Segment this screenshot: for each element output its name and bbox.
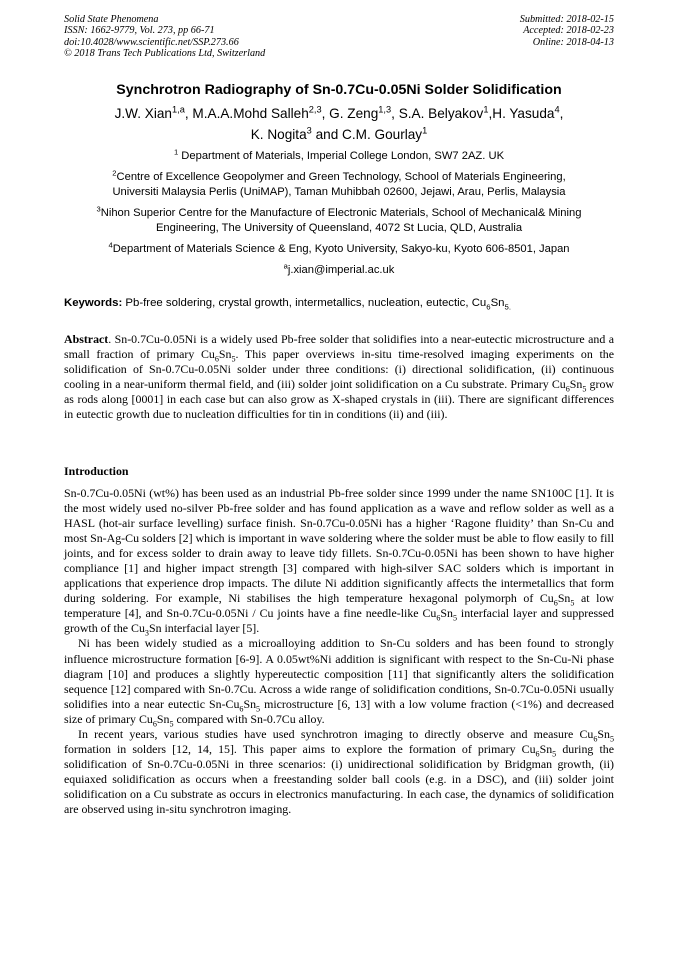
keywords: Keywords: Pb-free soldering, crystal growth, intermetallics, nucleation, eutectic, $Cu_6Sn_{5.}$: [64, 297, 511, 312]
abstract: Abstract. Sn-0.7Cu-0.05Ni is a widely used Pb-free solder that solidifies into a near-eutectic microstructure and a small fraction of primary $Cu_6Sn_5$. This paper overviews in-situ time-resolved imaging experiments on the solidification of Sn-0.7Cu-0.05Ni solder under three conditions: (i) directional solidification, (ii) continuous cooling in a near-uniform thermal field, and (iii) solder joint solidification on a Cu substrate. Primary $Cu_6Sn_5$ grow as rods along [0001] in each case but can also grow as X-shaped crystals in (iii). There are significant differences in eutectic growth due to nucleation difficulties for tin in conditions (ii) and (iii).: [64, 332, 614, 422]
publication-dates: [520, 14, 614, 48]
section-heading-introduction: Introduction: [64, 464, 129, 478]
author: K. Nogita$^3$ and: [250, 125, 343, 142]
paragraph: In recent years, various studies have used synchrotron imaging to directly observe and measure $Cu_6Sn_5$ formation in solders [12, 14, 15]. This paper aims to explore the formation of primary $Cu_6Sn_5$ during the solidification of Sn-0.7Cu-0.05Ni in three scenarios: (i) unidirectional solidification by Bridgman growth, (ii) equiaxed solidification as occurs when a freestanding solder ball cools (e.g. in a DSC), and (iii) solder joint solidification on a Cu substrate as occurs in electronics manufacturing. In each case, the dynamics of solidification are observed using in-situ synchrotron imaging.: [64, 726, 614, 816]
author: G. Zeng$^{1,3}$,: [329, 104, 399, 121]
journal-info: [64, 14, 265, 60]
author-list: [40, 103, 638, 145]
paper-title: Synchrotron Radiography of Sn-0.7Cu-0.05Ni Solder Solidification: [116, 82, 562, 98]
affiliation-1: $^1$ Department of Materials, Imperial College London, SW7 2AZ. UK: [173, 147, 505, 162]
paragraph: Ni has been widely studied as a microalloying addition to Sn-Cu solders and has been found to strongly influence microstructure formation [6-9]. A 0.05wt%Ni addition is significant with respect to the Sn-Cu-Ni phase diagram [10] and produces a slightly hypereutectic composition [11] that significantly alters the solidification sequence [12] compared with Sn-0.7Cu. Across a wide range of solidification conditions, Sn-0.7Cu-0.05Ni usually solidifies into a near eutectic $Sn-Cu_6Sn_5$ microstructure [6, 13] with a low volume fraction (<1%) and decreased size of primary $Cu_6Sn_5$ compared with Sn-0.7Cu alloy.: [64, 636, 614, 729]
doi-link[interactable]: doi:10.4028/www.scientific.net/SSP.273.66: [64, 36, 239, 48]
issn-volume: ISSN: 1662-9779, Vol. 273, pp 66-71: [64, 25, 215, 37]
accepted-date: Accepted: 2018-02-23: [523, 25, 614, 37]
author: C.M. Gourlay$^1$: [342, 125, 428, 142]
author: J.W. Xian$^{1,a}$,: [114, 104, 193, 121]
copyright-notice: © 2018 Trans Tech Publications Ltd, Switzerland: [64, 48, 266, 60]
keywords-label: Keywords:: [64, 297, 123, 309]
submitted-date: Submitted: 2018-02-15: [519, 14, 614, 25]
author: S.A. Belyakov$^1$,: [398, 104, 493, 121]
affiliation-2: $^2$Centre of Excellence Geopolymer and Green Technology, School of Materials Engineering, Universiti Malaysia Perlis (UniMAP), Taman Muhibbah 02600, Jejawi, Arau, Perlis, Malaysia: [112, 168, 566, 198]
journal-name: Solid State Phenomena: [64, 14, 159, 25]
affiliation-3: $^3$Nihon Superior Centre for the Manufacture of Electronic Materials, School of Mechanical& Mining Engineering, The University of Queensland, 4072 St Lucia, QLD, Australia: [96, 204, 582, 234]
paragraph: Sn-0.7Cu-0.05Ni (wt%) has been used as an industrial Pb-free solder since 1999 under the name SN100C [1]. It is the most widely used no-silver Pb-free solder and has found application as a wave and reflow solder as well as a HASL (hot-air surface levelling) surface finish. Sn-0.7Cu-0.05Ni has a higher ‘Ragone fluidity’ than Sn-Cu and most Sn-Ag-Cu solders [2] which is important in wave soldering where the solder must be able to flow easily to fill joints, and for excess solder to drain away to leave tidy fillets. Sn-0.7Cu-0.05Ni has been shown to have higher compliance [1] and higher impact strength [3] compared with high-silver SAC solders which is important in applications that experience drop impacts. The dilute Ni addition significantly affects the intermetallics that form during soldering. For example, Ni stabilises the high temperature hexagonal polymorph of $Cu_6Sn_5$ at low temperature [4], and Sn-0.7Cu-0.05Ni / Cu joints have a fine needle-like $Cu_6Sn_5$ interfacial layer and suppressed growth of the $Cu_3Sn$ interfacial layer [5].: [64, 486, 614, 638]
introduction-body: [64, 486, 614, 817]
affiliations: [50, 149, 628, 283]
author: M.A.A.Mohd Salleh$^{2,3}$,: [192, 104, 330, 121]
online-date: Online: 2018-04-13: [532, 36, 614, 48]
affiliation-4: $^4$Department of Materials Science & Eng, Kyoto University, Sakyo-ku, Kyoto 606-8501, Japan: [108, 240, 570, 255]
abstract-label: Abstract: [64, 332, 109, 346]
author: H. Yasuda$^4$,: [492, 104, 564, 121]
author-email[interactable]: $^a$j.xian@imperial.ac.uk: [283, 260, 395, 276]
